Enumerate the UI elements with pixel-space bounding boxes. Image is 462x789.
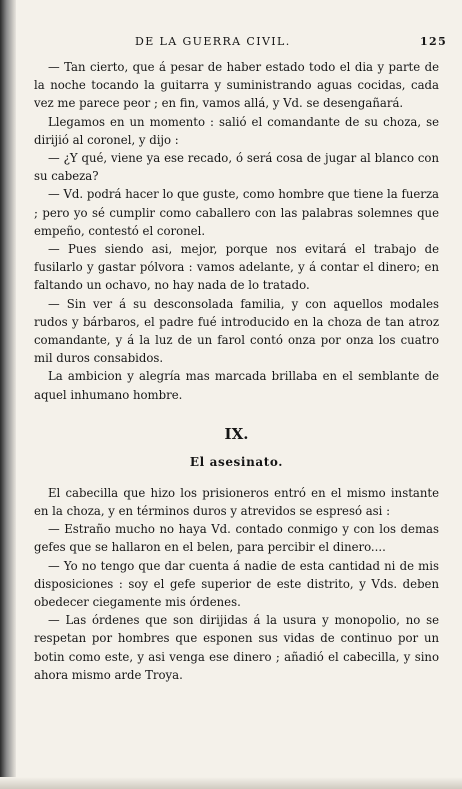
- page-body: [34, 58, 439, 684]
- paragraph: — Estraño mucho no haya Vd. contado conmigo y con los demas gefes que se hallaron en el belen, para percibir el dinero....: [34, 522, 439, 555]
- paragraph: — Vd. podrá hacer lo que guste, como hombre que tiene la fuerza ; pero yo sé cumplir como caballero con las palabras solemnes que empeño, contestó el coronel.: [34, 187, 439, 238]
- paragraph: — ¿Y qué, viene ya ese recado, ó será cosa de jugar al blanco con su cabeza?: [34, 151, 439, 184]
- paragraph: — Pues siendo asi, mejor, porque nos evitará el trabajo de fusilarlo y gastar pólvora : vamos adelante, y á contar el dinero; en faltando un ochavo, no hay nada de lo tratado.: [34, 242, 439, 293]
- paragraph: Llegamos en un momento : salió el comandante de su choza, se dirijió al coronel, y dijo :: [34, 114, 439, 147]
- paragraph: — Tan cierto, que á pesar de haber estado todo el dia y parte de la noche tocando la guitarra y suministrando aguas cocidas, cada vez me parece peor ; en fin, vamos allá, y Vd. se desengañará.: [34, 60, 439, 111]
- paragraph: — Las órdenes que son dirijidas á la usura y monopolio, no se respetan por hombres que esponen sus vidas de continuo por un botin como este, y asi venga ese dinero ; añadió el cabecilla, y sino ahora mismo arde Troya.: [34, 613, 439, 682]
- paragraph: — Sin ver á su desconsolada familia, y con aquellos modales rudos y bárbaros, el padre fué introducido en la choza de tan atroz comandante, y á la luz de un farol contó onza por onza los cuatro mil duros consabidos.: [34, 296, 439, 366]
- chapter-title: El asesinato.: [189, 454, 284, 469]
- paragraph: — Yo no tengo que dar cuenta á nadie de esta cantidad ni de mis disposiciones : soy el gefe superior de este distrito, y Vds. deben obedecer ciegamente mis órdenes.: [34, 558, 439, 610]
- chapter-number: IX.: [224, 424, 249, 443]
- page-number: 125: [420, 35, 448, 48]
- paragraph: El cabecilla que hizo los prisioneros entró en el mismo instante en la choza, y en términos duros y atrevidos se espresó asi :: [34, 485, 439, 519]
- page-header: [0, 35, 462, 51]
- paragraph: La ambicion y alegría mas marcada brillaba en el semblante de aquel inhumano hombre.: [34, 369, 439, 402]
- running-title: DE LA GUERRA CIVIL.: [135, 35, 291, 48]
- page-bottom-edge: [0, 777, 462, 789]
- page-binding-shadow: [0, 0, 16, 789]
